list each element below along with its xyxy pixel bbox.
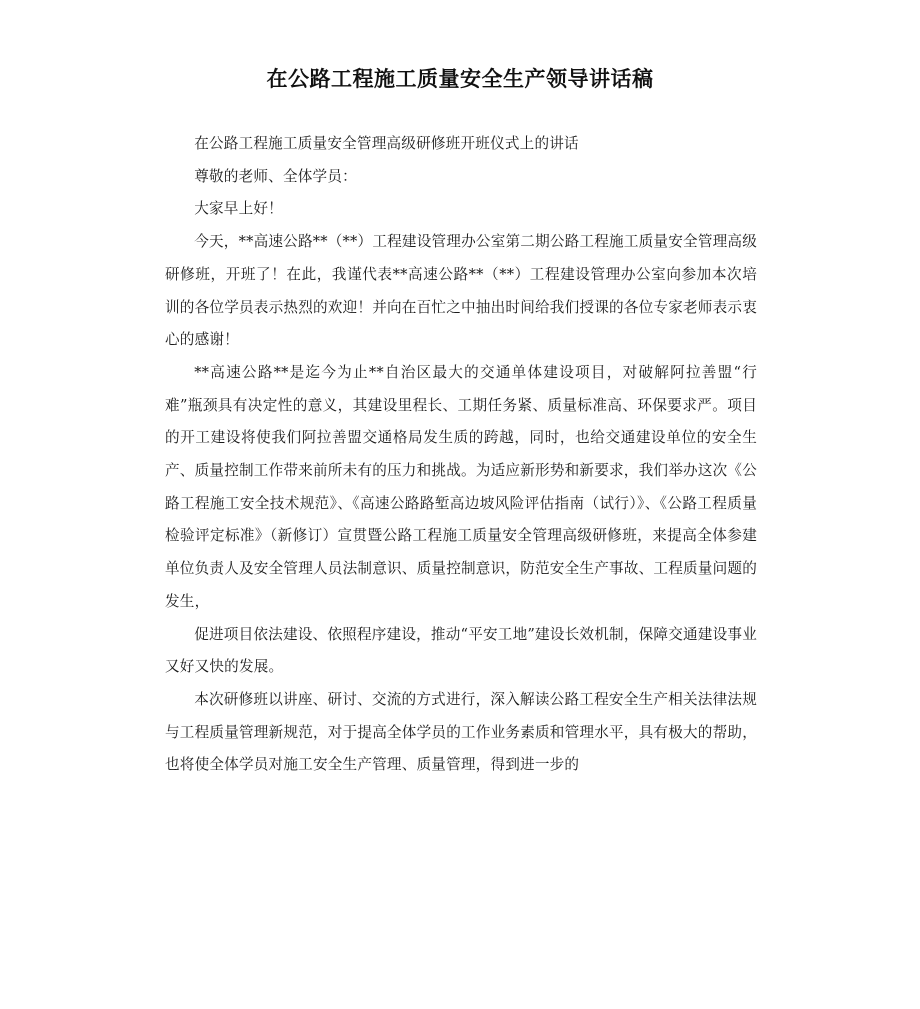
body-paragraph: 今天，**高速公路**（**）工程建设管理办公室第二期公路工程施工质量安全管理高级研修班，开班了！在此，我谨代表**高速公路**（**）工程建设管理办公室向参加本次培训的各位学员表示热烈的欢迎！并向在百忙之中抽出时间给我们授课的各位专家老师表示衷心的感谢！ <box>165 233 757 349</box>
document-body <box>165 128 757 782</box>
body-paragraph: 本次研修班以讲座、研讨、交流的方式进行，深入解读公路工程安全生产相关法律法规与工程质量管理新规范，对于提高全体学员的工作业务素质和管理水平，具有极大的帮助，也将使全体学员对施工安全生产管理、质量管理，得到进一步的 <box>165 690 757 774</box>
salutation: 尊敬的老师、全体学员： <box>194 167 357 185</box>
document-title: 在公路工程施工质量安全生产领导讲话稿 <box>266 67 654 91</box>
speech-subtitle: 在公路工程施工质量安全管理高级研修班开班仪式上的讲话 <box>194 135 579 152</box>
greeting: 大家早上好！ <box>194 200 283 218</box>
body-paragraph: 促进项目依法建设、依照程序建设，推动“平安工地”建设长效机制，保障交通建设事业又好又快的发展。 <box>165 625 757 676</box>
body-paragraph: **高速公路**是迄今为止**自治区最大的交通单体建设项目，对破解阿拉善盟“行难”瓶颈具有决定性的意义，其建设里程长、工期任务紧、质量标准高、环保要求严。项目的开工建设将使我们阿拉善盟交通格局发生质的跨越，同时，也给交通建设单位的安全生产、质量控制工作带来前所未有的压力和挑战。为适应新形势和新要求，我们举办这次《公路工程施工安全技术规范》、《高速公路路堑高边坡风险评估指南（试行）》、《公路工程质量检验评定标准》（新修订）宣贯暨公路工程施工质量安全管理高级研修班，来提高全体参建单位负责人及安全管理人员法制意识、质量控制意识，防范安全生产事故、工程质量问题的发生， <box>165 363 757 610</box>
